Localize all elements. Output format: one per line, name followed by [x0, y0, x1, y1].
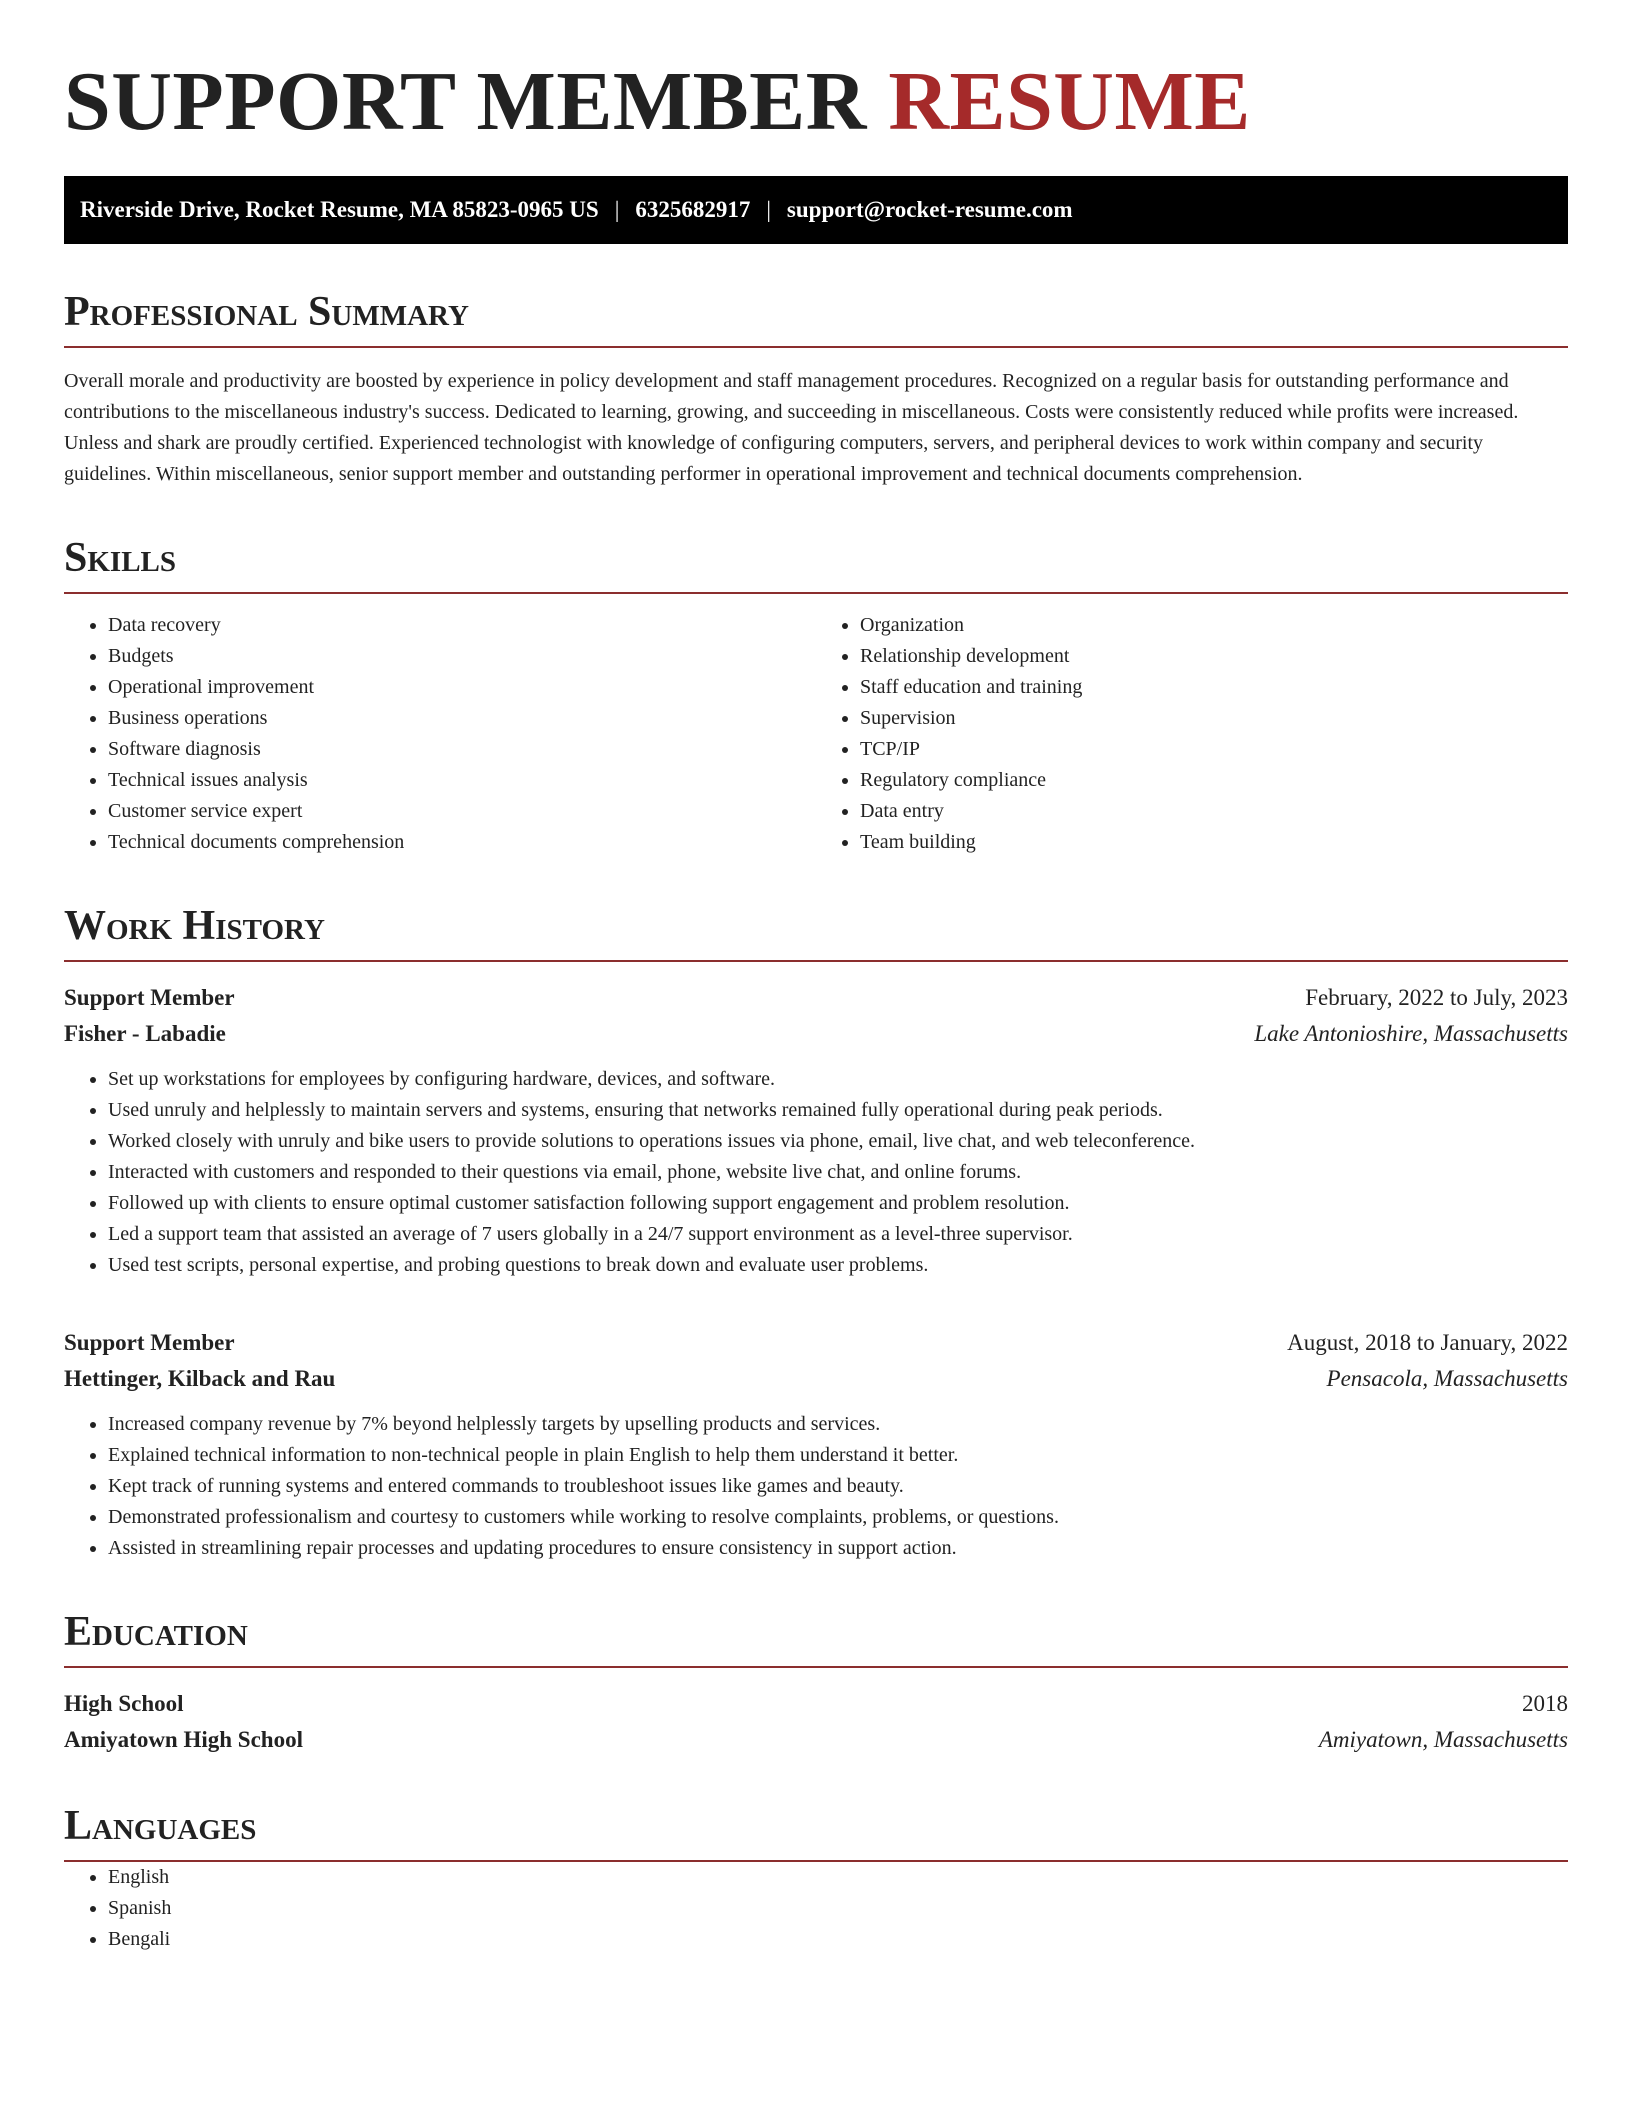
summary-text: Overall morale and productivity are boosted by experience in policy development and staff management procedures. Recognized on a regular basis for outstanding performance and contributions to the miscellaneous industry's success. Dedicated to learning, growing, and succeeding in miscellaneous. Costs were consistently reduced while profits were increased. Unless and shark are proudly certified. Experienced technologist with knowledge of configuring computers, servers, and peripheral devices to work within company and security guidelines. Within miscellaneous, senior support member and outstanding performer in operational improvement and technical documents comprehension. — [64, 370, 1519, 485]
work-history-section — [64, 902, 1568, 1564]
skill-item: • Budgets — [108, 641, 816, 672]
job-location: Lake Antonioshire, Massachusetts — [1254, 1021, 1568, 1046]
education-school: Amiyatown High School — [64, 1727, 303, 1752]
job-location: Pensacola, Massachusetts — [1326, 1366, 1568, 1391]
skills-list-right — [816, 610, 1568, 858]
skill-item: • Data entry — [860, 796, 1568, 827]
job-dates: February, 2022 to July, 2023 — [1305, 985, 1568, 1010]
work-history-heading: Work History — [64, 902, 1568, 962]
job-duties-list — [64, 1064, 1568, 1281]
job-company: Hettinger, Kilback and Rau — [64, 1366, 336, 1391]
skill-item: • Relationship development — [860, 641, 1568, 672]
languages-list — [64, 1862, 1568, 1955]
job-company: Fisher - Labadie — [64, 1021, 226, 1046]
education-year: 2018 — [1522, 1691, 1568, 1716]
education-heading: Education — [64, 1608, 1568, 1668]
job-entry — [64, 980, 1568, 1281]
skill-item: • Software diagnosis — [108, 734, 816, 765]
skills-section — [64, 534, 1568, 858]
job-duty: • Worked closely with unruly and bike users to provide solutions to operations issues via phone, email, live chat, and web teleconference. — [108, 1126, 1568, 1157]
language-item: • Spanish — [108, 1893, 1568, 1924]
job-company-row — [64, 1361, 1568, 1397]
job-title: Support Member — [64, 985, 235, 1010]
summary-heading: Professional Summary — [64, 288, 1568, 348]
page-title — [64, 56, 1568, 148]
skills-list-left — [64, 610, 816, 858]
skill-item: • Team building — [860, 827, 1568, 858]
job-duties-list — [64, 1409, 1568, 1564]
job-entry — [64, 1325, 1568, 1564]
skill-item: • Business operations — [108, 703, 816, 734]
contact-email: support@rocket-resume.com — [786, 197, 1073, 222]
education-degree-row — [64, 1686, 1568, 1722]
job-duty: • Used unruly and helplessly to maintain servers and systems, ensuring that networks remained fully operational during peak periods. — [108, 1095, 1568, 1126]
skill-item: • Regulatory compliance — [860, 765, 1568, 796]
job-duty: • Explained technical information to non-technical people in plain English to help them understand it better. — [108, 1440, 1568, 1471]
title-accent: RESUME — [888, 55, 1251, 148]
job-duty: • Followed up with clients to ensure optimal customer satisfaction following support engagement and problem resolution. — [108, 1188, 1568, 1219]
skills-column-right — [816, 610, 1568, 858]
job-title: Support Member — [64, 1330, 235, 1355]
job-duty: • Set up workstations for employees by configuring hardware, devices, and software. — [108, 1064, 1568, 1095]
education-location: Amiyatown, Massachusetts — [1318, 1727, 1568, 1752]
skill-item: • Technical documents comprehension — [108, 827, 816, 858]
skill-item: • Data recovery — [108, 610, 816, 641]
contact-address: Riverside Drive, Rocket Resume, MA 85823-0965 US — [80, 197, 599, 222]
contact-phone: 6325682917 — [635, 197, 751, 222]
contact-bar — [64, 176, 1568, 244]
job-duty: • Increased company revenue by 7% beyond helplessly targets by upselling products and services. — [108, 1409, 1568, 1440]
skills-column-left — [64, 610, 816, 858]
job-duty: • Used test scripts, personal expertise, and probing questions to break down and evaluate user problems. — [108, 1250, 1568, 1281]
job-dates: August, 2018 to January, 2022 — [1287, 1330, 1568, 1355]
job-title-row — [64, 1325, 1568, 1361]
job-duty: • Assisted in streamlining repair processes and updating procedures to ensure consistency in support action. — [108, 1533, 1568, 1564]
education-school-row — [64, 1722, 1568, 1758]
job-company-row — [64, 1016, 1568, 1052]
skill-item: • Customer service expert — [108, 796, 816, 827]
languages-section — [64, 1802, 1568, 1955]
skill-item: • Supervision — [860, 703, 1568, 734]
job-duty: • Demonstrated professionalism and courtesy to customers while working to resolve complaints, problems, or questions. — [108, 1502, 1568, 1533]
education-entry — [64, 1686, 1568, 1758]
summary-section — [64, 288, 1568, 490]
skill-item: • Operational improvement — [108, 672, 816, 703]
language-item: • English — [108, 1862, 1568, 1893]
skills-grid — [64, 610, 1568, 858]
skill-item: • TCP/IP — [860, 734, 1568, 765]
skill-item: • Staff education and training — [860, 672, 1568, 703]
job-title-row — [64, 980, 1568, 1016]
contact-separator: | — [614, 197, 620, 222]
skill-item: • Technical issues analysis — [108, 765, 816, 796]
languages-heading: Languages — [64, 1802, 1568, 1862]
job-duty: • Led a support team that assisted an average of 7 users globally in a 24/7 support environment as a level-three supervisor. — [108, 1219, 1568, 1250]
skills-heading: Skills — [64, 534, 1568, 594]
education-section — [64, 1608, 1568, 1758]
job-duty: • Interacted with customers and responded to their questions via email, phone, website live chat, and online forums. — [108, 1157, 1568, 1188]
title-main: SUPPORT MEMBER — [64, 55, 867, 148]
education-degree: High School — [64, 1691, 184, 1716]
contact-separator: | — [766, 197, 771, 222]
language-item: • Bengali — [108, 1924, 1568, 1955]
job-duty: • Kept track of running systems and entered commands to troubleshoot issues like games and beauty. — [108, 1471, 1568, 1502]
skill-item: • Organization — [860, 610, 1568, 641]
